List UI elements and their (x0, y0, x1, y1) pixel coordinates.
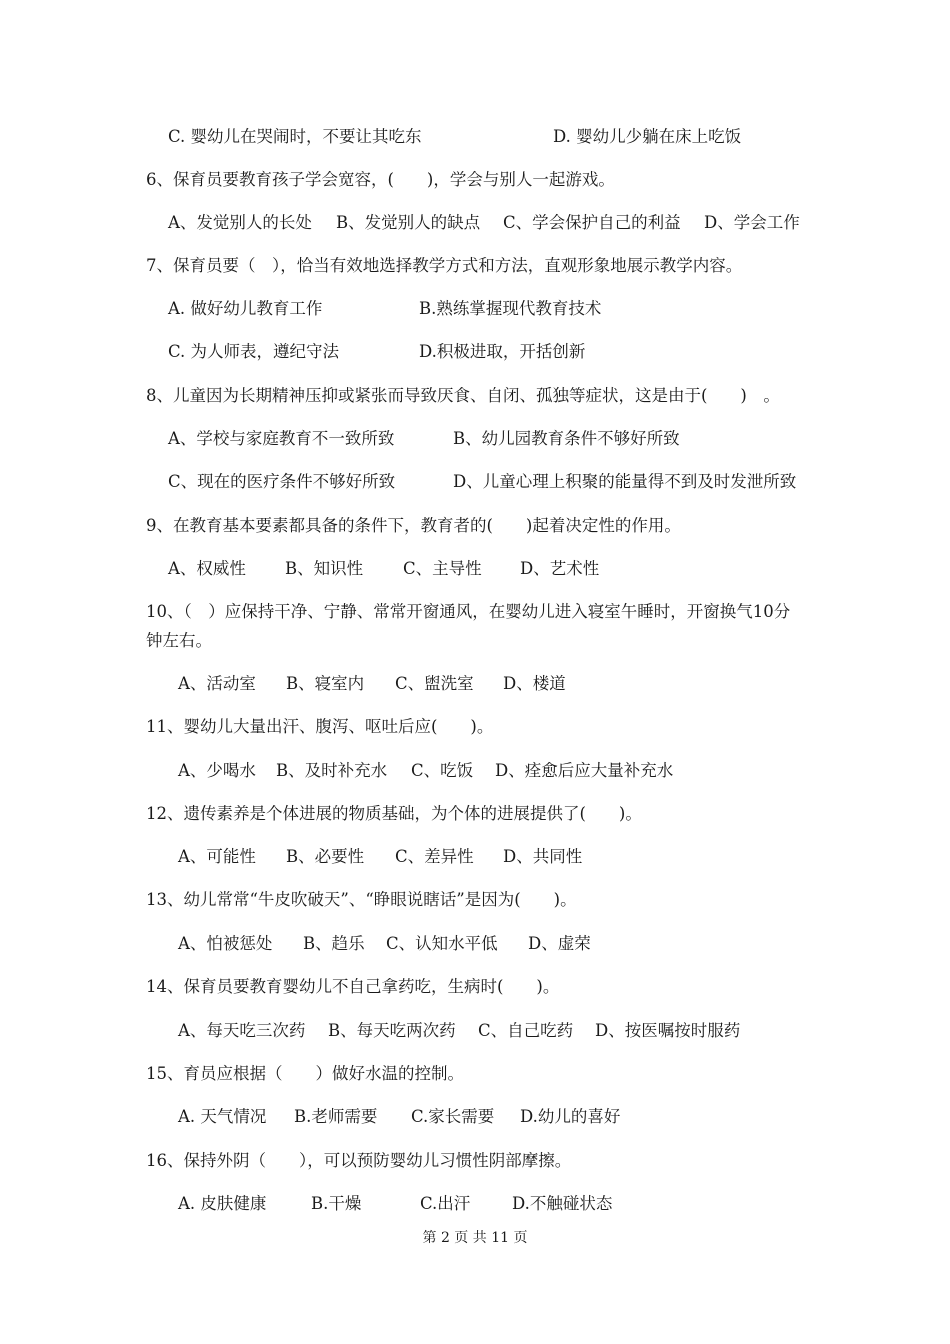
page-footer: 第 2 页 共 11 页 (422, 1230, 528, 1246)
question-text: 8、儿童因为长期精神压抑或紧张而导致厌食、自闭、孤独等症状，这是由于( ) 。 (146, 386, 780, 405)
answer-option: D、共同性 (503, 847, 583, 866)
answer-option: D、儿童心理上积聚的能量得不到及时发泄所致 (453, 472, 797, 491)
answer-option: C、盥洗室 (395, 674, 474, 693)
answer-option: B、每天吃两次药 (328, 1021, 456, 1040)
answer-option: D、学会工作 (704, 213, 800, 232)
answer-option: A、少喝水 (178, 761, 256, 780)
question-text: 12、遗传素养是个体进展的物质基础，为个体的进展提供了( )。 (146, 804, 642, 823)
answer-option: C、自己吃药 (478, 1021, 574, 1040)
answer-option: D.幼儿的喜好 (520, 1107, 621, 1126)
question-text: 10、（ ）应保持干净、宁静、常常开窗通风，在婴幼儿进入寝室午睡时，开窗换气10分 (146, 602, 791, 621)
answer-option: A、学校与家庭教育不一致所致 (168, 429, 395, 448)
answer-option: B.熟练掌握现代教育技术 (419, 299, 602, 318)
answer-option: D. 婴幼儿少躺在床上吃饭 (553, 127, 742, 146)
answer-option: C、认知水平低 (386, 934, 498, 953)
answer-option: D、痊愈后应大量补充水 (495, 761, 674, 780)
answer-option: B、知识性 (285, 559, 364, 578)
question-text: 14、保育员要教育婴幼儿不自己拿药吃，生病时( )。 (146, 977, 560, 996)
answer-option: B、趋乐 (303, 934, 365, 953)
answer-option: A、可能性 (178, 847, 256, 866)
answer-option: B、寝室内 (286, 674, 365, 693)
answer-option: B.干燥 (311, 1194, 362, 1213)
answer-option: B、幼儿园教育条件不够好所致 (453, 429, 680, 448)
answer-option: A、发觉别人的长处 (168, 213, 312, 232)
question-text: 9、在教育基本要素都具备的条件下，教育者的( )起着决定性的作用。 (146, 516, 681, 535)
answer-option: C. 婴幼儿在哭闹时，不要让其吃东 (168, 127, 422, 146)
answer-option: A. 做好幼儿教育工作 (168, 299, 323, 318)
answer-option: C. 为人师表，遵纪守法 (168, 342, 340, 361)
answer-option: A. 天气情况 (178, 1107, 267, 1126)
answer-option: C、主导性 (403, 559, 482, 578)
answer-option: B、及时补充水 (276, 761, 388, 780)
answer-option: A. 皮肤健康 (178, 1194, 267, 1213)
answer-option: C.家长需要 (411, 1107, 495, 1126)
question-text: 13、幼儿常常“牛皮吹破天”、“睁眼说瞎话”是因为( )。 (146, 890, 577, 909)
answer-option: D.不触碰状态 (512, 1194, 613, 1213)
answer-option: A、活动室 (178, 674, 256, 693)
answer-option: C、差异性 (395, 847, 474, 866)
question-text: 6、保育员要教育孩子学会宽容，( )，学会与别人一起游戏。 (146, 170, 615, 189)
question-text: 7、保育员要（ ），恰当有效地选择教学方式和方法，直观形象地展示教学内容。 (146, 256, 743, 275)
answer-option: A、怕被惩处 (178, 934, 273, 953)
answer-option: C、现在的医疗条件不够好所致 (168, 472, 396, 491)
answer-option: D、楼道 (503, 674, 566, 693)
answer-option: D.积极进取，开括创新 (419, 342, 586, 361)
answer-option: A、权威性 (168, 559, 246, 578)
answer-option: D、艺术性 (520, 559, 600, 578)
question-text: 11、婴幼儿大量出汗、腹泻、呕吐后应( )。 (146, 717, 494, 736)
answer-option: D、按医嘱按时服药 (595, 1021, 741, 1040)
answer-option: B.老师需要 (294, 1107, 378, 1126)
question-text: 15、育员应根据（ ）做好水温的控制。 (146, 1064, 464, 1083)
answer-option: B、发觉别人的缺点 (336, 213, 481, 232)
question-text: 16、保持外阴（ ），可以预防婴幼儿习惯性阴部摩擦。 (146, 1151, 572, 1170)
answer-option: C、学会保护自己的利益 (503, 213, 681, 232)
answer-option: B、必要性 (286, 847, 365, 866)
answer-option: A、每天吃三次药 (178, 1021, 306, 1040)
answer-option: C.出汗 (420, 1194, 471, 1213)
answer-option: C、吃饭 (411, 761, 474, 780)
question-text: 钟左右。 (146, 631, 212, 650)
answer-option: D、虚荣 (528, 934, 591, 953)
